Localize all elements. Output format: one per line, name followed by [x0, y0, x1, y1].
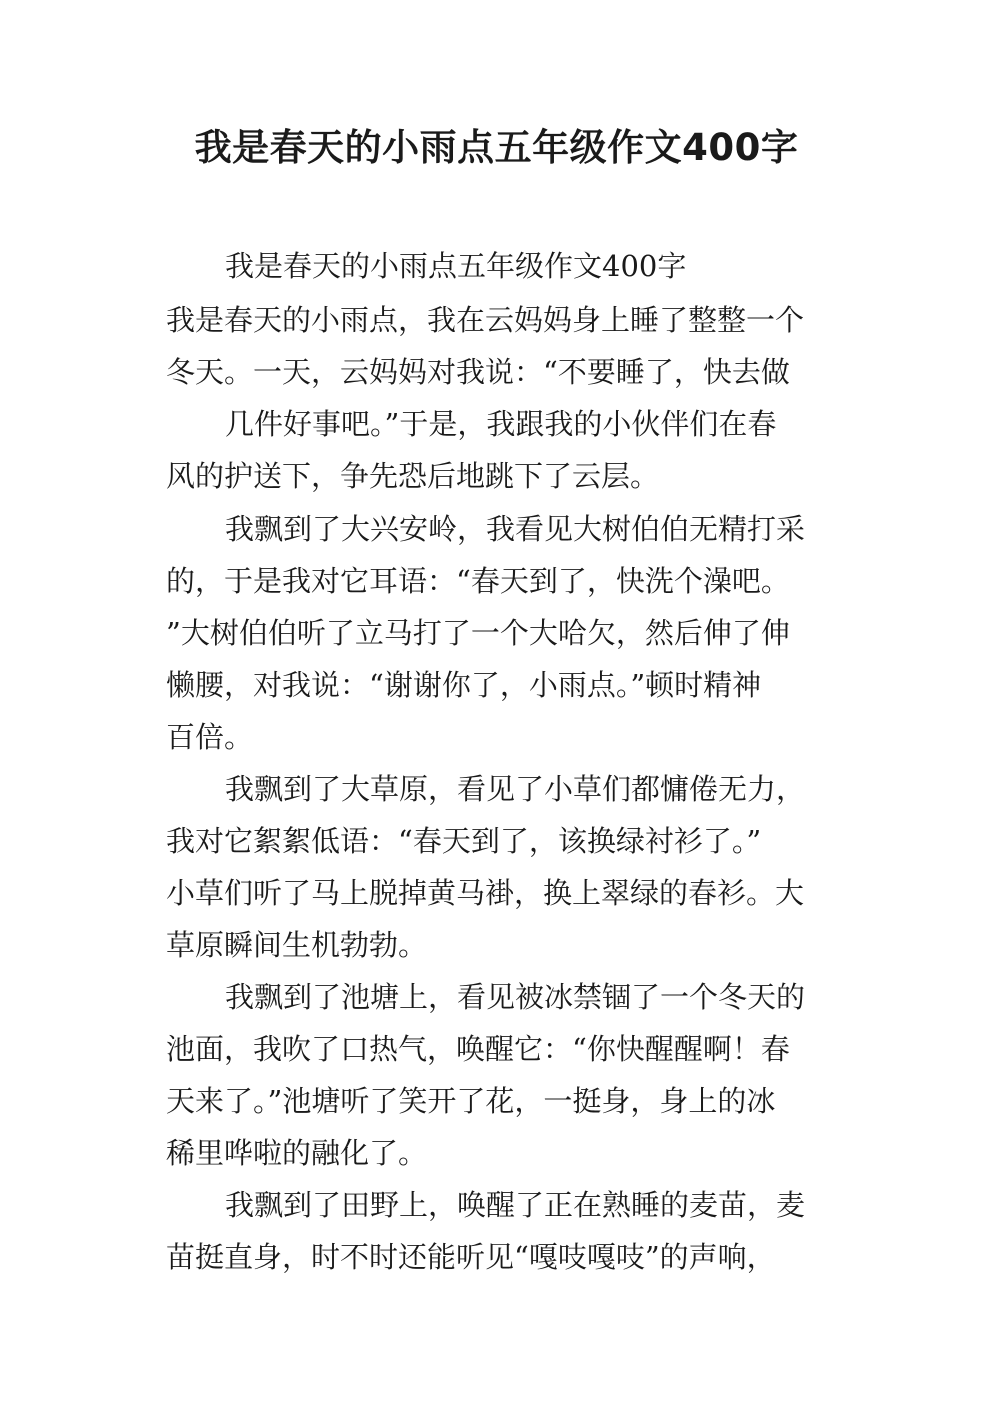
paragraph-start-line: 我飘到了田野上，唤醒了正在熟睡的麦苗，麦 [225, 1188, 806, 1222]
text-line: 稀里哗啦的融化了。 [166, 1136, 428, 1170]
text-line: ”大树伯伯听了立马打了一个大哈欠，然后伸了伸 [166, 616, 790, 650]
text-line: 天来了。”池塘听了笑开了花，一挺身，身上的冰 [166, 1084, 776, 1118]
paragraph-start-line: 我飘到了大兴安岭，我看见大树伯伯无精打采 [225, 512, 806, 546]
document-title: 我是春天的小雨点五年级作文400字 [194, 126, 799, 169]
text-line: 的，于是我对它耳语：“春天到了，快洗个澡吧。 [166, 564, 790, 598]
text-line: 我对它絮絮低语：“春天到了，该换绿衬衫了。” [166, 824, 762, 858]
paragraph-start-line: 我飘到了池塘上，看见被冰禁锢了一个冬天的 [225, 980, 806, 1014]
text-line: 冬天。一天，云妈妈对我说：“不要睡了，快去做 [166, 355, 790, 389]
text-line: 小草们听了马上脱掉黄马褂，换上翠绿的春衫。大 [166, 876, 805, 910]
paragraph-start-line: 我飘到了大草原，看见了小草们都慵倦无力， [225, 772, 806, 806]
text-line: 苗挺直身，时不时还能听见“嘎吱嘎吱”的声响， [166, 1240, 776, 1274]
text-line: 风的护送下，争先恐后地跳下了云层。 [166, 459, 660, 493]
text-line: 我是春天的小雨点，我在云妈妈身上睡了整整一个 [166, 303, 805, 337]
text-line: 几件好事吧。”于是，我跟我的小伙伴们在春 [225, 407, 777, 441]
text-line: 懒腰，对我说：“谢谢你了，小雨点。”顿时精神 [166, 668, 762, 702]
text-line: 池面，我吹了口热气，唤醒它：“你快醒醒啊！春 [166, 1032, 790, 1066]
text-line: 百倍。 [166, 720, 254, 754]
subtitle-line: 我是春天的小雨点五年级作文400字 [225, 249, 687, 283]
text-line: 草原瞬间生机勃勃。 [166, 928, 428, 962]
